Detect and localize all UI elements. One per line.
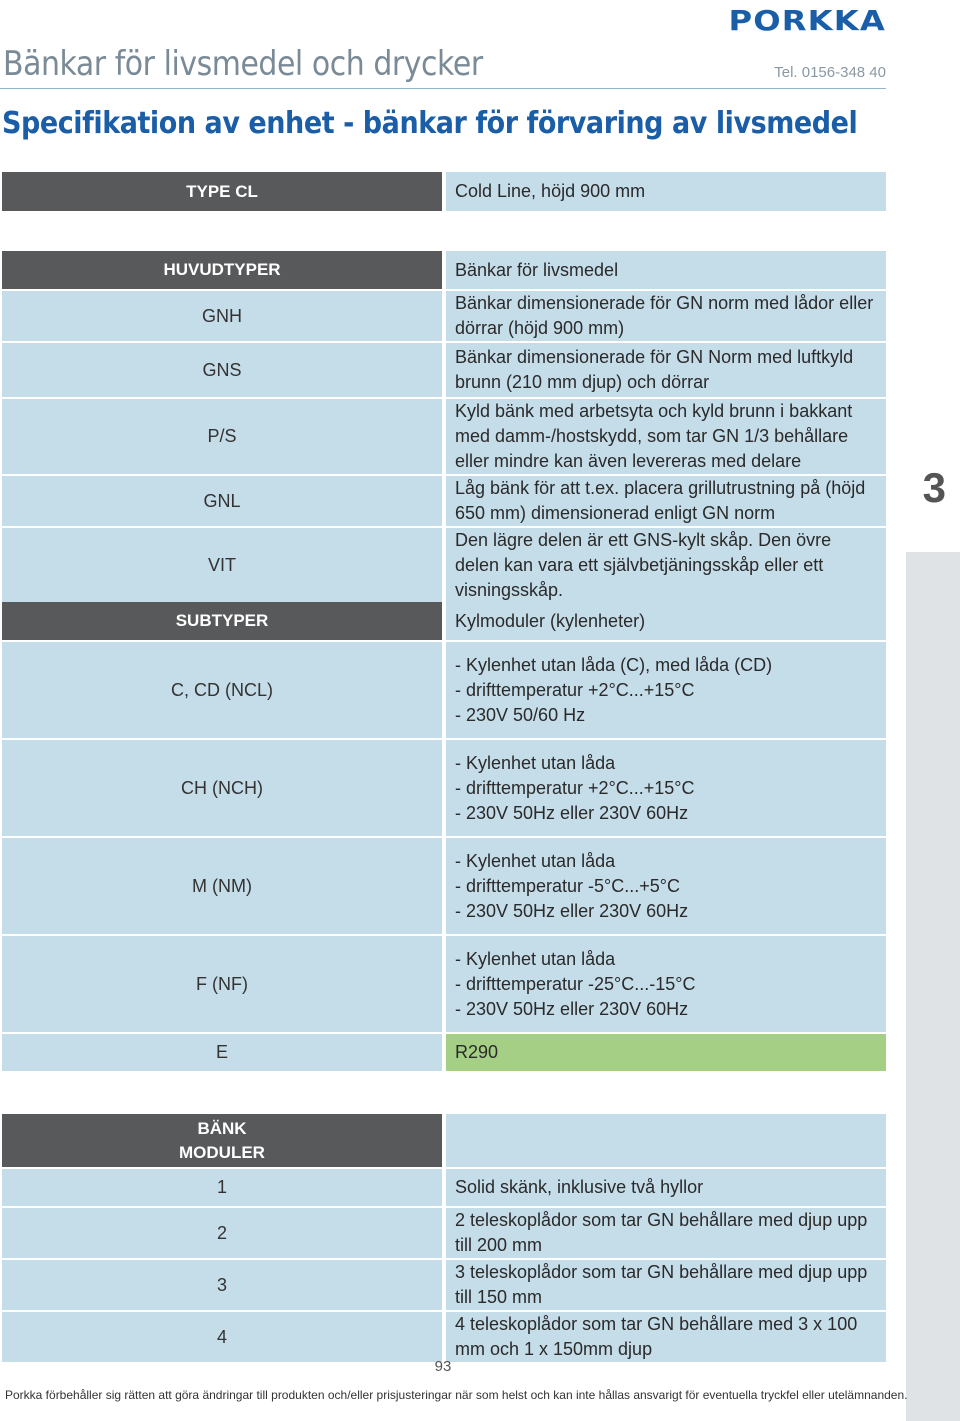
header-divider	[0, 88, 886, 89]
subtype-line: - Kylenhet utan låda	[455, 752, 616, 773]
table-row	[2, 476, 886, 526]
page-title: Bänkar för livsmedel och drycker	[3, 44, 483, 84]
chapter-number: 3	[922, 464, 946, 511]
table-row	[2, 1260, 886, 1310]
sub-types-table	[2, 600, 886, 1073]
table-row	[2, 642, 886, 738]
sub-types-value: Kylmoduler (kylenheter)	[446, 602, 886, 640]
type-description: Bänkar dimensionerade för GN Norm med luftkyld brunn (210 mm djup) och dörrar	[446, 343, 886, 397]
type-code: GNS	[2, 343, 442, 397]
table-row	[2, 1169, 886, 1206]
refrigerant-row	[2, 1034, 886, 1071]
subtype-line: - 230V 50/60 Hz	[455, 704, 586, 725]
subtype-line: - Kylenhet utan låda (C), med låda (CD)	[455, 654, 773, 675]
main-types-value: Bänkar för livsmedel	[446, 251, 886, 289]
type-table	[2, 170, 886, 213]
type-description: Kyld bänk med arbetsyta och kyld brunn i bakkant med damm-/hostskydd, som tar GN 1/3 behållare eller mindre kan även levereras med delare	[446, 399, 886, 474]
module-code: 3	[2, 1260, 442, 1310]
type-row	[2, 172, 886, 211]
subtype-code: M (NM)	[2, 838, 442, 934]
modules-header-value	[446, 1114, 886, 1167]
table-row	[2, 291, 886, 341]
type-value: Cold Line, höjd 900 mm	[446, 172, 886, 211]
table-row	[2, 399, 886, 474]
type-description: Bänkar dimensionerade för GN norm med lådor eller dörrar (höjd 900 mm)	[446, 291, 886, 341]
chapter-tab	[906, 552, 960, 1421]
subtype-line: - 230V 50Hz eller 230V 60Hz	[455, 900, 689, 921]
table-row	[2, 936, 886, 1032]
table-row	[2, 528, 886, 603]
type-code: GNL	[2, 476, 442, 526]
module-description: Solid skänk, inklusive två hyllor	[446, 1169, 886, 1206]
main-types-header-row	[2, 251, 886, 289]
module-code: 1	[2, 1169, 442, 1206]
main-types-table	[2, 249, 886, 605]
modules-label-line: MODULER	[179, 1142, 265, 1162]
table-row	[2, 1208, 886, 1258]
type-description: Den lägre delen är ett GNS-kylt skåp. Den övre delen kan vara ett självbetjäningsskåp eller ett visningsskåp.	[446, 528, 886, 603]
subtype-line: - 230V 50Hz eller 230V 60Hz	[455, 998, 689, 1019]
table-row	[2, 343, 886, 397]
modules-header-row	[2, 1114, 886, 1167]
page-number: 93	[434, 1358, 452, 1375]
table-row	[2, 838, 886, 934]
refrigerant-value: R290	[446, 1034, 886, 1071]
type-code: GNH	[2, 291, 442, 341]
subtype-description	[446, 642, 886, 738]
subtype-description	[446, 740, 886, 836]
subtype-line: - drifttemperatur +2°C...+15°C	[455, 679, 695, 700]
subtype-line: - drifttemperatur -5°C...+5°C	[455, 875, 680, 896]
phone-number: Tel. 0156-348 40	[774, 64, 886, 81]
subtype-line: - drifttemperatur -25°C...-15°C	[455, 973, 696, 994]
type-code: P/S	[2, 399, 442, 474]
footer-disclaimer: Porkka förbehåller sig rätten att göra ändringar till produkten och/eller prisjusteringar när som helst och kan inte hållas ansvarigt för eventuella tryckfel eller utelämnanden.	[5, 1388, 908, 1402]
subtype-line: - Kylenhet utan låda	[455, 948, 616, 969]
subtype-line: - drifttemperatur +2°C...+15°C	[455, 777, 695, 798]
modules-label	[2, 1114, 442, 1167]
subtype-line: - 230V 50Hz eller 230V 60Hz	[455, 802, 689, 823]
subtype-description	[446, 936, 886, 1032]
table-row	[2, 740, 886, 836]
module-description: 2 teleskoplådor som tar GN behållare med djup upp till 200 mm	[446, 1208, 886, 1258]
subtype-code: CH (NCH)	[2, 740, 442, 836]
modules-table	[2, 1112, 886, 1364]
module-code: 4	[2, 1312, 442, 1362]
sub-types-header-row	[2, 602, 886, 640]
subtype-line: - Kylenhet utan låda	[455, 850, 616, 871]
main-types-label: HUVUDTYPER	[2, 251, 442, 289]
module-description: 3 teleskoplådor som tar GN behållare med djup upp till 150 mm	[446, 1260, 886, 1310]
type-description: Låg bänk för att t.ex. placera grillutrustning på (höjd 650 mm) dimensionerad enligt GN norm	[446, 476, 886, 526]
type-code: VIT	[2, 528, 442, 603]
subtype-code: C, CD (NCL)	[2, 642, 442, 738]
section-title: Specifikation av enhet - bänkar för förvaring av livsmedel	[2, 106, 858, 141]
refrigerant-code: E	[2, 1034, 442, 1071]
subtype-code: F (NF)	[2, 936, 442, 1032]
porkka-logo: PORKKA	[728, 4, 886, 37]
type-label: TYPE CL	[2, 172, 442, 211]
sub-types-label: SUBTYPER	[2, 602, 442, 640]
modules-label-line: BÄNK	[197, 1118, 247, 1138]
module-description: 4 teleskoplådor som tar GN behållare med 3 x 100 mm och 1 x 150mm djup	[446, 1312, 886, 1362]
subtype-description	[446, 838, 886, 934]
table-row	[2, 1312, 886, 1362]
module-code: 2	[2, 1208, 442, 1258]
